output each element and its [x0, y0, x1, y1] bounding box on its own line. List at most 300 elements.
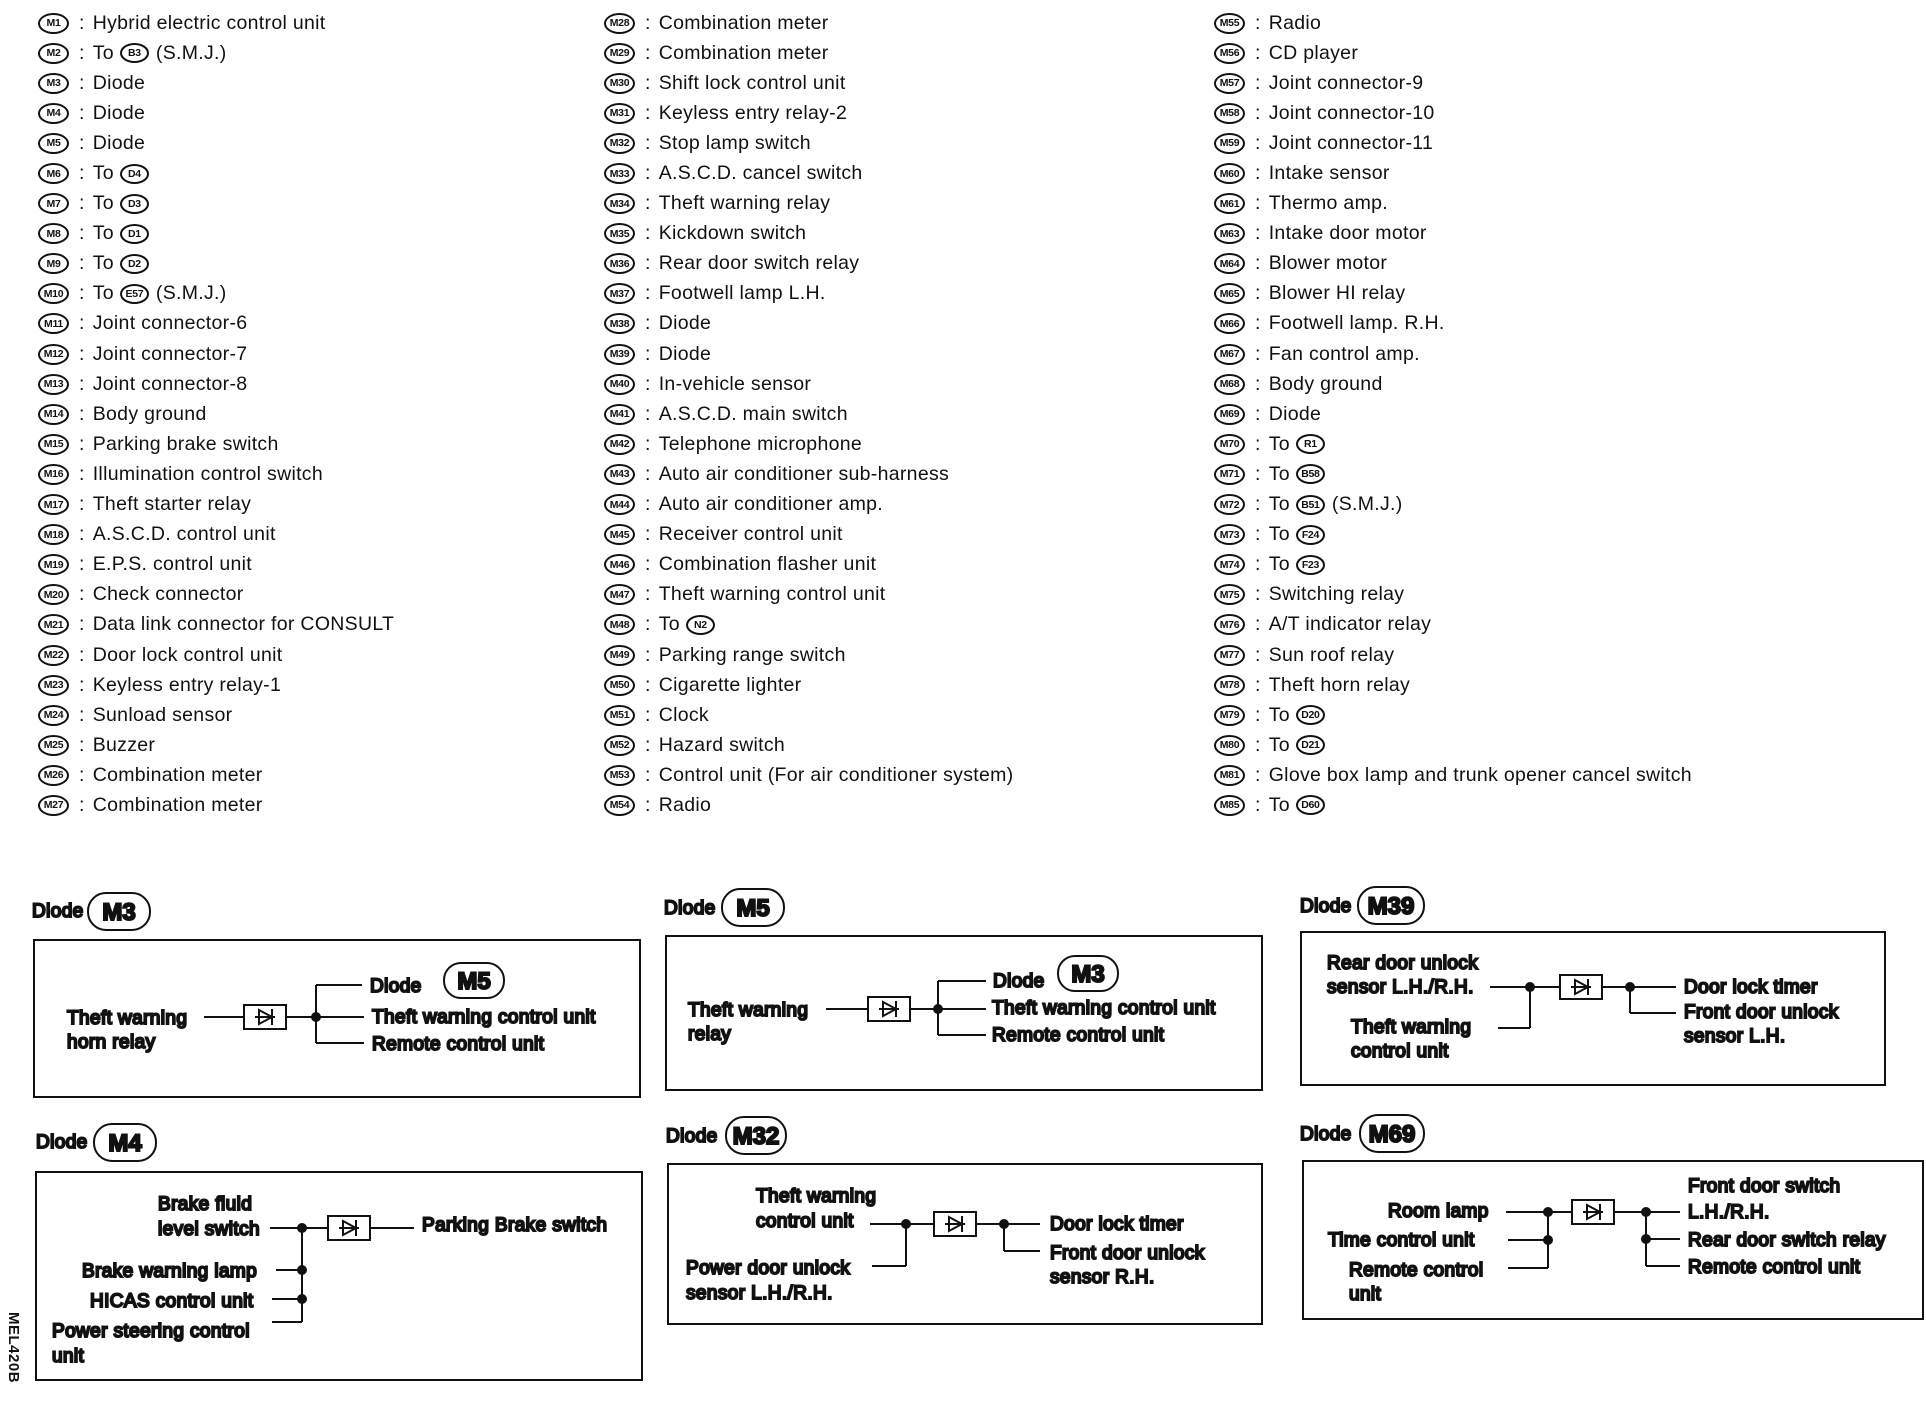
connector-code-badge: M3 [38, 73, 69, 94]
legend-colon: : [79, 222, 85, 245]
connector-code-badge: M75 [1214, 584, 1245, 605]
legend-text: Blower motor [1268, 252, 1388, 275]
diagram-m32-right-top: Door lock timer [1050, 1214, 1184, 1235]
connector-code-badge: M48 [604, 614, 635, 635]
diagram-m69-right-row-1: Rear door switch relay [1688, 1230, 1886, 1251]
connector-code-badge: M85 [1214, 795, 1245, 816]
connector-code-badge: M78 [1214, 675, 1245, 696]
connector-code-badge: M10 [38, 283, 69, 304]
diagram-m5-diode-icon [879, 1001, 899, 1017]
diagram-m32 [666, 1117, 1262, 1324]
legend-text: Theft warning relay [658, 192, 831, 215]
legend-colon: : [645, 523, 651, 546]
legend-colon: : [1255, 131, 1261, 154]
legend-colon: : [79, 523, 85, 546]
legend-text: Sun roof relay [1268, 643, 1395, 666]
legend-text: E.P.S. control unit [92, 553, 252, 576]
legend-colon: : [79, 553, 85, 576]
connector-ref-badge: N2 [686, 615, 715, 635]
legend-colon: : [645, 703, 651, 726]
legend-text: Combination meter [92, 763, 263, 786]
legend-text: To [1268, 432, 1290, 455]
legend-text: Theft starter relay [92, 493, 252, 516]
legend-text: Parking brake switch [92, 432, 279, 455]
diagram-m5 [664, 889, 1262, 1090]
legend-text: Switching relay [1268, 583, 1405, 606]
legend-colon: : [1255, 733, 1261, 756]
connector-code-badge: M22 [38, 645, 69, 666]
diagram-m39-right-bottom-2: sensor L.H. [1684, 1026, 1786, 1047]
connector-code-badge: M18 [38, 524, 69, 545]
connector-ref-badge: D20 [1296, 705, 1325, 725]
diagram-m4-left-last-2: unit [52, 1346, 85, 1367]
connector-ref-badge: D2 [120, 254, 149, 274]
legend-colon: : [79, 402, 85, 425]
legend-colon: : [79, 41, 85, 64]
diagram-m4-right: Parking Brake switch [422, 1215, 608, 1236]
legend-colon: : [645, 342, 651, 365]
connector-code-badge: M8 [38, 223, 69, 244]
legend-colon: : [1255, 523, 1261, 546]
diagram-m69-right-top-1: Front door switch [1688, 1176, 1841, 1197]
legend-colon: : [1255, 493, 1261, 516]
legend-suffix: (S.M.J.) [155, 41, 227, 64]
connector-code-badge: M36 [604, 253, 635, 274]
connector-code-badge: M30 [604, 73, 635, 94]
legend-colon: : [79, 342, 85, 365]
legend-text: To [92, 282, 114, 305]
legend-colon: : [1255, 793, 1261, 816]
legend-colon: : [79, 793, 85, 816]
legend-text: Buzzer [92, 733, 156, 756]
connector-ref-badge: D1 [120, 224, 149, 244]
connector-code-badge: M50 [604, 675, 635, 696]
legend-colon: : [645, 162, 651, 185]
legend-colon: : [1255, 432, 1261, 455]
legend-colon: : [1255, 342, 1261, 365]
connector-code-badge: M53 [604, 765, 635, 786]
legend-text: To [92, 41, 114, 64]
legend-colon: : [1255, 282, 1261, 305]
legend-text: Joint connector-6 [92, 312, 248, 335]
diagram-m5-input-line2: relay [688, 1024, 732, 1045]
connector-code-badge: M39 [604, 344, 635, 365]
legend-text: Diode [92, 101, 146, 124]
legend-text: To [92, 192, 114, 215]
diagram-m3-diode-icon [255, 1009, 275, 1025]
connector-ref-badge: D3 [120, 194, 149, 214]
legend-text: Body ground [92, 402, 207, 425]
diagram-m4-title: Diode [36, 1132, 88, 1153]
legend-text: Keyless entry relay-1 [92, 673, 282, 696]
legend-text: Thermo amp. [1268, 192, 1388, 215]
legend-text: Kickdown switch [658, 222, 807, 245]
legend-suffix: (S.M.J.) [155, 282, 227, 305]
legend-colon: : [645, 733, 651, 756]
legend-text: Footwell lamp. R.H. [1268, 312, 1445, 335]
diagram-m39-left-top-2: sensor L.H./R.H. [1327, 977, 1474, 998]
diagram-m69-left-last-1: Remote control [1349, 1260, 1484, 1281]
connector-code-badge: M32 [604, 133, 635, 154]
legend-colon: : [645, 252, 651, 275]
connector-ref-badge: F23 [1296, 555, 1325, 575]
connector-code-badge: M45 [604, 524, 635, 545]
diagram-m3-input-line2: horn relay [67, 1032, 156, 1053]
legend-colon: : [1255, 583, 1261, 606]
legend-colon: : [645, 613, 651, 636]
connector-code-badge: M28 [604, 13, 635, 34]
connector-code-badge: M5 [38, 133, 69, 154]
legend-text: Shift lock control unit [658, 71, 846, 94]
legend-text: To [92, 222, 114, 245]
diagram-m3-diode-code: M5 [457, 968, 491, 995]
diagram-m4-left-top-1: Brake fluid [158, 1194, 253, 1215]
legend-text: Theft horn relay [1268, 673, 1411, 696]
legend-text: Combination meter [658, 11, 829, 34]
legend-colon: : [645, 372, 651, 395]
diagram-m32-left-top-2: control unit [756, 1211, 854, 1232]
legend-colon: : [79, 252, 85, 275]
connector-code-badge: M23 [38, 675, 69, 696]
diagram-m39-left-bottom-2: control unit [1351, 1041, 1449, 1062]
legend-colon: : [1255, 41, 1261, 64]
connector-ref-badge: E57 [120, 284, 149, 304]
connector-ref-badge: D4 [120, 164, 149, 184]
diagram-m5-code: M5 [736, 895, 770, 922]
legend-text: To [92, 252, 114, 275]
diagram-m69 [1300, 1115, 1923, 1319]
connector-code-badge: M12 [38, 344, 69, 365]
connector-code-badge: M77 [1214, 645, 1245, 666]
diagram-m39-code: M39 [1367, 893, 1415, 920]
diagram-m69-left-last-2: unit [1349, 1284, 1382, 1305]
connector-code-badge: M81 [1214, 765, 1245, 786]
connector-code-badge: M74 [1214, 554, 1245, 575]
legend-text: Data link connector for CONSULT [92, 613, 395, 636]
diagram-m5-output-2: Remote control unit [992, 1025, 1165, 1046]
legend-text: Body ground [1268, 372, 1383, 395]
connector-code-badge: M47 [604, 584, 635, 605]
legend-text: In-vehicle sensor [658, 372, 812, 395]
legend-text: Joint connector-11 [1268, 131, 1434, 154]
legend-colon: : [645, 101, 651, 124]
legend-colon: : [1255, 372, 1261, 395]
legend-colon: : [1255, 101, 1261, 124]
legend-text: To [1268, 793, 1290, 816]
legend-colon: : [1255, 11, 1261, 34]
legend-text: Intake sensor [1268, 162, 1390, 185]
connector-code-badge: M60 [1214, 163, 1245, 184]
connector-code-badge: M14 [38, 404, 69, 425]
diagram-m4-left-top-2: level switch [158, 1219, 260, 1240]
diagram-m69-right-row-2: Remote control unit [1688, 1257, 1861, 1278]
connector-code-badge: M80 [1214, 735, 1245, 756]
connector-code-badge: M19 [38, 554, 69, 575]
diagram-m3-code: M3 [102, 899, 136, 926]
connector-code-badge: M29 [604, 43, 635, 64]
connector-code-badge: M69 [1214, 404, 1245, 425]
legend-colon: : [645, 11, 651, 34]
legend-colon: : [645, 71, 651, 94]
legend-text: Diode [92, 131, 146, 154]
legend-colon: : [1255, 553, 1261, 576]
connector-code-badge: M20 [38, 584, 69, 605]
connector-code-badge: M59 [1214, 133, 1245, 154]
legend-colon: : [79, 763, 85, 786]
legend-text: Rear door switch relay [658, 252, 860, 275]
legend-text: Sunload sensor [92, 703, 233, 726]
connector-code-badge: M57 [1214, 73, 1245, 94]
connector-code-badge: M15 [38, 434, 69, 455]
connector-code-badge: M7 [38, 193, 69, 214]
connector-code-badge: M64 [1214, 253, 1245, 274]
legend-text: Clock [658, 703, 709, 726]
diagram-m69-right-top-2: L.H./R.H. [1688, 1202, 1770, 1223]
legend-colon: : [645, 553, 651, 576]
legend-text: Diode [658, 342, 712, 365]
diagram-m4-diode-icon [339, 1220, 359, 1236]
legend-text: Blower HI relay [1268, 282, 1406, 305]
legend-text: Theft warning control unit [658, 583, 886, 606]
legend-colon: : [79, 643, 85, 666]
diagram-m39-right-top: Door lock timer [1684, 977, 1818, 998]
connector-ref-badge: F24 [1296, 525, 1325, 545]
connector-code-badge: M51 [604, 705, 635, 726]
connector-ref-badge: D21 [1296, 735, 1325, 755]
legend-colon: : [1255, 71, 1261, 94]
legend-text: Auto air conditioner amp. [658, 493, 884, 516]
legend-text: To [658, 613, 680, 636]
legend-text: Joint connector-7 [92, 342, 248, 365]
legend-suffix: (S.M.J.) [1331, 493, 1403, 516]
legend-colon: : [79, 372, 85, 395]
connector-code-badge: M55 [1214, 13, 1245, 34]
connector-code-badge: M41 [604, 404, 635, 425]
connector-code-badge: M46 [604, 554, 635, 575]
legend-colon: : [645, 41, 651, 64]
legend-colon: : [645, 192, 651, 215]
connector-code-badge: M44 [604, 494, 635, 515]
legend-text: Hazard switch [658, 733, 786, 756]
diagram-m69-title: Diode [1300, 1124, 1352, 1145]
connector-code-badge: M35 [604, 223, 635, 244]
connector-code-badge: M25 [38, 735, 69, 756]
legend-colon: : [79, 131, 85, 154]
legend-text: Receiver control unit [658, 523, 843, 546]
connector-code-badge: M43 [604, 464, 635, 485]
legend-colon: : [1255, 222, 1261, 245]
legend-text: Combination meter [92, 793, 263, 816]
connector-code-badge: M2 [38, 43, 69, 64]
connector-ref-badge: R1 [1296, 434, 1325, 454]
legend-colon: : [79, 733, 85, 756]
legend-colon: : [645, 282, 651, 305]
diagram-m39-left-bottom-1: Theft warning [1351, 1017, 1472, 1038]
legend-colon: : [79, 613, 85, 636]
legend-colon: : [79, 432, 85, 455]
legend-text: Radio [1268, 11, 1322, 34]
legend-text: To [1268, 523, 1290, 546]
connector-code-badge: M70 [1214, 434, 1245, 455]
legend-colon: : [79, 71, 85, 94]
connector-ref-badge: D60 [1296, 795, 1325, 815]
connector-code-badge: M33 [604, 163, 635, 184]
diagram-m69-left-1: Room lamp [1388, 1201, 1489, 1222]
legend-text: Stop lamp switch [658, 131, 811, 154]
connector-code-badge: M6 [38, 163, 69, 184]
connector-code-badge: M49 [604, 645, 635, 666]
diagram-m39-left-top-1: Rear door unlock [1327, 953, 1479, 974]
legend-text: A.S.C.D. main switch [658, 402, 848, 425]
legend-text: Footwell lamp L.H. [658, 282, 826, 305]
connector-code-badge: M27 [38, 795, 69, 816]
diagram-m5-title: Diode [664, 898, 716, 919]
connector-code-badge: M67 [1214, 344, 1245, 365]
legend-text: Joint connector-10 [1268, 101, 1435, 124]
connector-code-badge: M56 [1214, 43, 1245, 64]
legend-colon: : [1255, 252, 1261, 275]
legend-colon: : [79, 101, 85, 124]
diagram-m5-output-1: Theft warning control unit [992, 998, 1216, 1019]
legend-colon: : [645, 493, 651, 516]
legend-colon: : [1255, 192, 1261, 215]
connector-code-badge: M17 [38, 494, 69, 515]
connector-code-badge: M16 [38, 464, 69, 485]
legend-colon: : [1255, 643, 1261, 666]
legend-colon: : [1255, 312, 1261, 335]
legend-text: Joint connector-8 [92, 372, 248, 395]
connector-code-badge: M61 [1214, 193, 1245, 214]
diagram-m32-code: M32 [732, 1123, 780, 1150]
legend-colon: : [645, 673, 651, 696]
connector-code-badge: M24 [38, 705, 69, 726]
connector-code-badge: M76 [1214, 614, 1245, 635]
connector-code-badge: M40 [604, 374, 635, 395]
diagram-m4 [36, 1124, 642, 1380]
diagram-m39-diode-icon [1571, 979, 1591, 995]
legend-colon: : [1255, 673, 1261, 696]
diagram-m69-diode-icon [1583, 1204, 1603, 1220]
legend-colon: : [79, 462, 85, 485]
connector-code-badge: M79 [1214, 705, 1245, 726]
legend-colon: : [1255, 162, 1261, 185]
diagram-m32-left-bottom-2: sensor L.H./R.H. [686, 1283, 833, 1304]
legend-colon: : [79, 673, 85, 696]
diagram-m39-title: Diode [1300, 896, 1352, 917]
legend-colon: : [645, 222, 651, 245]
connector-ref-badge: B58 [1296, 464, 1325, 484]
connector-code-badge: M63 [1214, 223, 1245, 244]
connector-code-badge: M13 [38, 374, 69, 395]
connector-code-badge: M34 [604, 193, 635, 214]
diagram-m4-left-row-2: HICAS control unit [90, 1291, 254, 1312]
connector-code-badge: M66 [1214, 313, 1245, 334]
diagram-m69-code: M69 [1368, 1121, 1416, 1148]
connector-code-badge: M26 [38, 765, 69, 786]
legend-colon: : [645, 583, 651, 606]
legend-text: Auto air conditioner sub-harness [658, 462, 950, 485]
legend-text: To [92, 162, 114, 185]
legend-colon: : [79, 312, 85, 335]
legend-text: Joint connector-9 [1268, 71, 1424, 94]
connector-code-badge: M1 [38, 13, 69, 34]
diagram-m5-diode-label: Diode [993, 971, 1045, 992]
legend-text: Glove box lamp and trunk opener cancel switch [1268, 763, 1692, 786]
diagram-m3-output-2: Remote control unit [372, 1034, 545, 1055]
diagram-m3 [32, 893, 640, 1097]
diagram-m3-title: Diode [32, 901, 84, 922]
legend-colon: : [1255, 763, 1261, 786]
diagram-m5-input-line1: Theft warning [688, 1000, 809, 1021]
legend-colon: : [645, 312, 651, 335]
legend-text: Check connector [92, 583, 244, 606]
legend-colon: : [79, 583, 85, 606]
connector-code-badge: M9 [38, 253, 69, 274]
diagram-m32-left-top-1: Theft warning [756, 1186, 877, 1207]
legend-colon: : [79, 282, 85, 305]
connector-ref-badge: B51 [1296, 495, 1325, 515]
legend-colon: : [1255, 703, 1261, 726]
legend-colon: : [1255, 462, 1261, 485]
connector-code-badge: M58 [1214, 103, 1245, 124]
diagram-m4-left-last-1: Power steering control [52, 1321, 250, 1342]
legend-colon: : [1255, 402, 1261, 425]
legend-text: Radio [658, 793, 712, 816]
legend-text: Telephone microphone [658, 432, 863, 455]
legend-text: Combination meter [658, 41, 829, 64]
legend-text: Diode [92, 71, 146, 94]
legend-text: Parking range switch [658, 643, 846, 666]
connector-code-badge: M11 [38, 313, 69, 334]
legend-text: CD player [1268, 41, 1359, 64]
legend-colon: : [79, 703, 85, 726]
diagram-m32-right-bottom-2: sensor R.H. [1050, 1267, 1155, 1288]
diagram-m69-left-2: Time control unit [1328, 1230, 1475, 1251]
legend-colon: : [645, 793, 651, 816]
diagram-m32-title: Diode [666, 1126, 718, 1147]
connector-code-badge: M65 [1214, 283, 1245, 304]
legend-colon: : [645, 131, 651, 154]
connector-code-badge: M68 [1214, 374, 1245, 395]
legend-colon: : [79, 162, 85, 185]
connector-code-badge: M54 [604, 795, 635, 816]
diagram-m32-left-bottom-1: Power door unlock [686, 1258, 851, 1279]
legend-text: Fan control amp. [1268, 342, 1420, 365]
legend-text: Cigarette lighter [658, 673, 802, 696]
diagram-m39 [1300, 887, 1885, 1085]
legend-text: Combination flasher unit [658, 553, 877, 576]
legend-text: A.S.C.D. control unit [92, 523, 276, 546]
legend-colon: : [645, 643, 651, 666]
connector-code-badge: M21 [38, 614, 69, 635]
legend-colon: : [79, 192, 85, 215]
figure-code: MEL420B [5, 1312, 22, 1384]
diagram-m4-left-row-1: Brake warning lamp [82, 1261, 258, 1282]
connector-code-badge: M38 [604, 313, 635, 334]
legend-text: To [1268, 703, 1290, 726]
legend-colon: : [1255, 613, 1261, 636]
legend-text: To [1268, 462, 1290, 485]
connector-code-badge: M72 [1214, 494, 1245, 515]
legend-text: Keyless entry relay-2 [658, 101, 848, 124]
legend-text: Diode [1268, 402, 1322, 425]
legend-colon: : [645, 763, 651, 786]
connector-code-badge: M42 [604, 434, 635, 455]
diagram-m39-right-bottom-1: Front door unlock [1684, 1002, 1839, 1023]
diagram-m3-diode-label: Diode [370, 976, 422, 997]
legend-text: Intake door motor [1268, 222, 1427, 245]
legend-colon: : [79, 11, 85, 34]
